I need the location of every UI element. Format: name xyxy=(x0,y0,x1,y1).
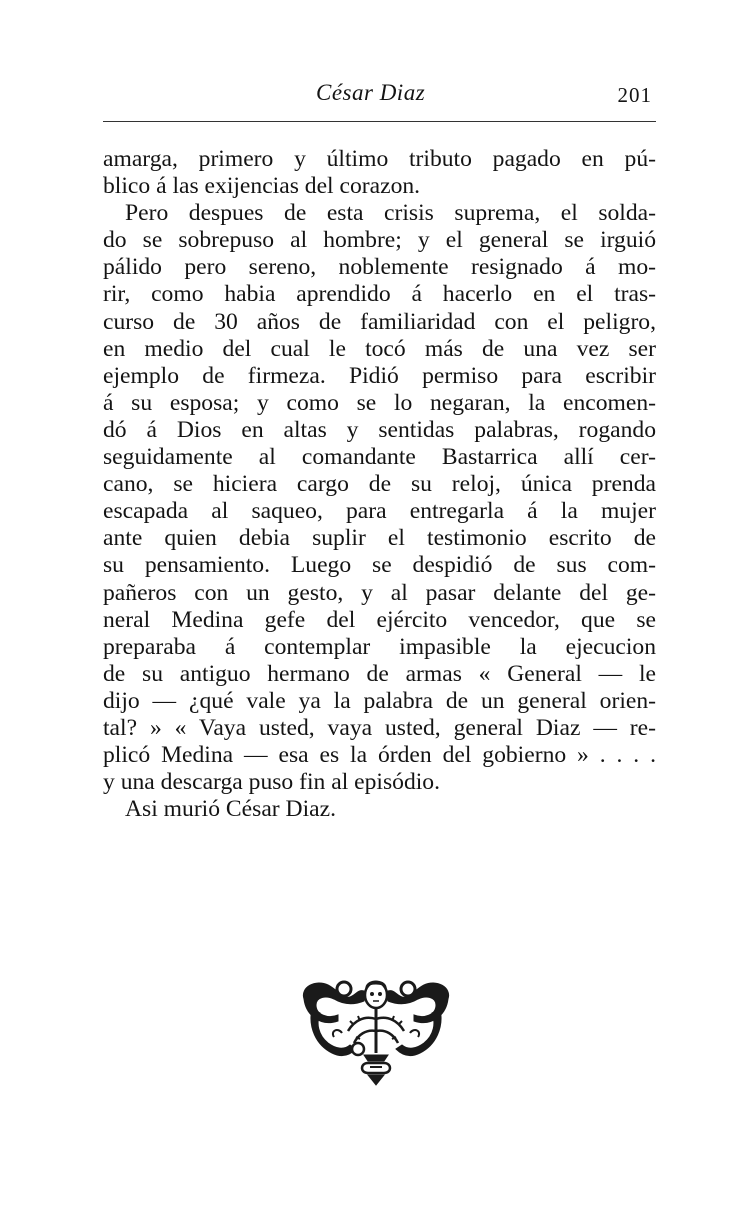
text-line: curso de 30 años de familiaridad con el peligro, xyxy=(103,308,656,335)
text-line: blico á las exijencias del corazon. xyxy=(103,173,421,200)
text-line: Asi murió César Diaz. xyxy=(125,796,336,823)
text-line: pañeros con un gesto, y al pasar delante del ge- xyxy=(103,579,656,606)
text-line: do se sobrepuso al hombre; y el general se irguió xyxy=(103,227,656,254)
header-rule xyxy=(103,121,656,122)
text-line: dó á Dios en altas y sentidas palabras, rogando xyxy=(103,416,656,443)
text-line: amarga, primero y último tributo pagado en pú- xyxy=(103,146,656,172)
text-line: seguidamente al comandante Bastarrica allí cer- xyxy=(103,444,656,471)
tailpiece-ornament-icon xyxy=(298,975,454,1087)
text-line: plicó Medina — esa es la órden del gobierno » . . . . xyxy=(103,742,656,769)
text-line: Pero despues de esta crisis suprema, el solda- xyxy=(125,200,656,227)
text-line: su pensamiento. Luego se despidió de sus com- xyxy=(103,552,656,579)
text-line: cano, se hiciera cargo de su reloj, única prenda xyxy=(103,471,656,498)
text-line: escapada al saqueo, para entregarla á la mujer xyxy=(103,498,656,525)
text-line: á su esposa; y como se lo negaran, la encomen- xyxy=(103,389,656,416)
text-line: preparaba á contemplar impasible la ejecucion xyxy=(103,633,656,660)
text-line: tal? » « Vaya usted, vaya usted, general Diaz — re- xyxy=(103,714,656,741)
running-header xyxy=(103,80,656,114)
text-line: en medio del cual le tocó más de una vez ser xyxy=(103,335,656,362)
text-line: rir, como habia aprendido á hacerlo en el tras- xyxy=(103,281,656,308)
text-line: ejemplo de firmeza. Pidió permiso para escribir xyxy=(103,362,656,389)
page-number: 201 xyxy=(617,83,652,107)
text-line: dijo — ¿qué vale ya la palabra de un general orien- xyxy=(103,687,656,714)
body-text xyxy=(103,146,656,823)
text-line: neral Medina gefe del ejército vencedor, que se xyxy=(103,606,656,633)
text-line: de su antiguo hermano de armas « General — le xyxy=(103,660,656,687)
text-line: ante quien debia suplir el testimonio escrito de xyxy=(103,525,656,552)
text-line: y una descarga puso fin al episódio. xyxy=(103,769,441,796)
running-title: César Diaz xyxy=(316,80,426,105)
text-line: pálido pero sereno, noblemente resignado á mo- xyxy=(103,254,656,281)
